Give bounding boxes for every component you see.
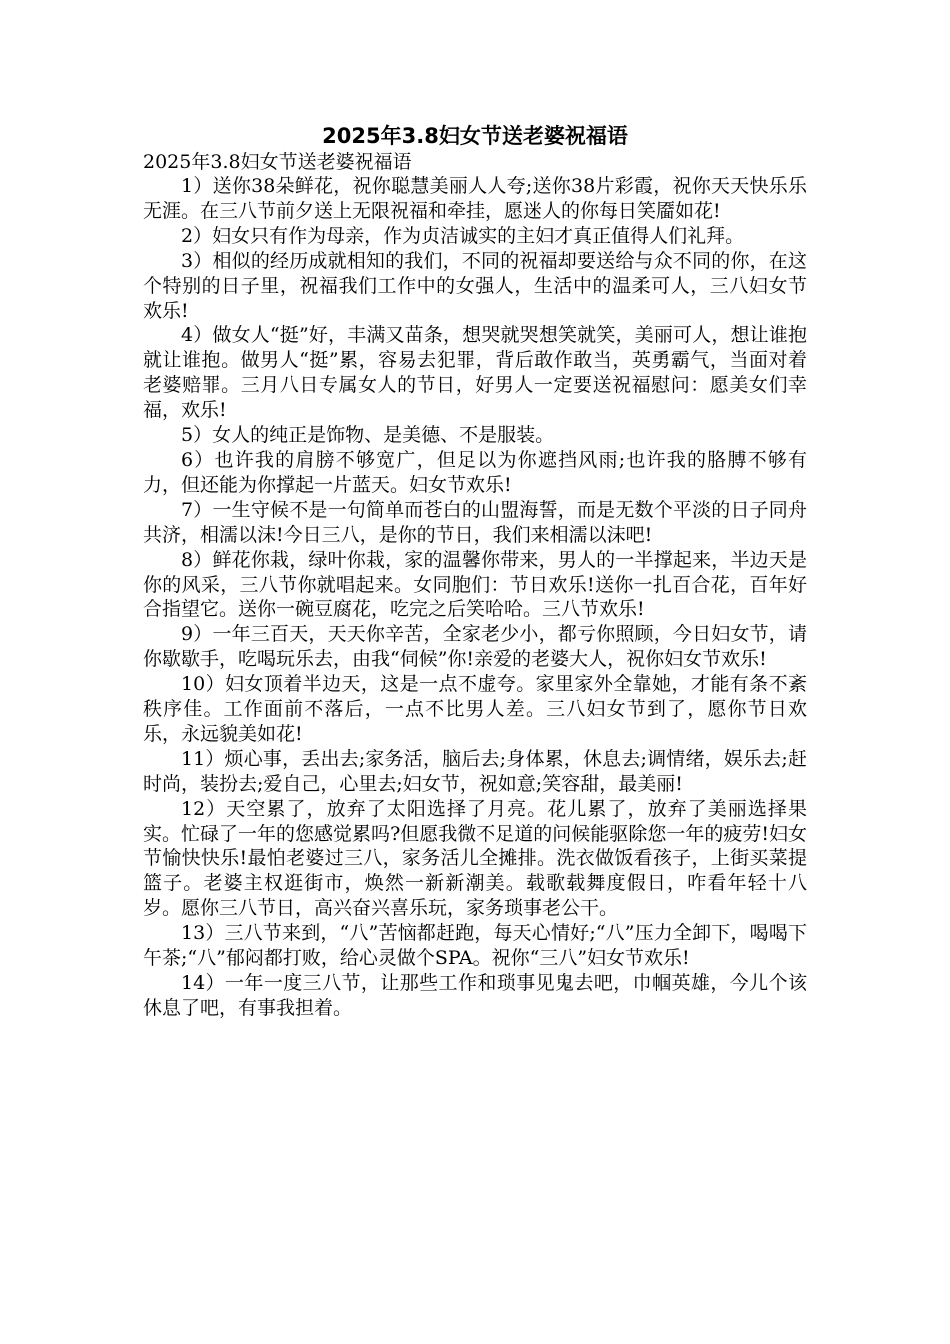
document-title: 2025年3.8妇女节送老婆祝福语	[322, 124, 628, 148]
greeting-item-13: 13）三八节来到，“八”苦恼都赶跑，每天心情好;“八”压力全卸下，喝喝下午茶;“八”郁闷都打败，给心灵做个SPA。祝你“三八”妇女节欢乐!	[143, 922, 807, 970]
greeting-item-14: 14）一年一度三八节，让那些工作和琐事见鬼去吧，巾帼英雄，今儿个该休息了吧，有事我担着。	[143, 972, 807, 1019]
greeting-item-5: 5）女人的纯正是饰物、是美德、不是服装。	[181, 424, 555, 447]
greeting-item-1: 1）送你38朵鲜花，祝你聪慧美丽人人夸;送你38片彩霞，祝你天天快乐乐无涯。在三八节前夕送上无限祝福和牵挂，愿迷人的你每日笑靥如花!	[143, 175, 807, 222]
greetings-list	[143, 174, 807, 1021]
greeting-item-6: 6）也许我的肩膀不够宽广，但足以为你遮挡风雨;也许我的胳膊不够有力，但还能为你撑起一片蓝天。妇女节欢乐!	[143, 448, 807, 496]
greeting-item-12: 12）天空累了，放弃了太阳选择了月亮。花儿累了，放弃了美丽选择果实。忙碌了一年的您感觉累吗?但愿我微不足道的问候能驱除您一年的疲劳!妇女节愉快快乐!最怕老婆过三八，家务活儿全摊排。洗衣做饭看孩子，上街买菜提篮子。老婆主权逛街市，焕然一新新潮美。载歌载舞度假日，咋看年轻十八岁。愿你三八节日，高兴奋兴喜乐玩，家务琐事老公干。	[143, 797, 807, 920]
greeting-item-11: 11）烦心事，丢出去;家务活，脑后去;身体累，休息去;调情绪，娱乐去;赶时尚，装扮去;爱自己，心里去;妇女节，祝如意;笑容甜，最美丽!	[143, 747, 807, 795]
greeting-item-4: 4）做女人“挺”好，丰满又苗条，想哭就哭想笑就笑，美丽可人，想让谁抱就让谁抱。做男人“挺”累，容易去犯罪，背后敢作敢当，英勇霸气，当面对着老婆赔罪。三月八日专属女人的节日，好男人一定要送祝福慰问：愿美女们幸福，欢乐!	[143, 324, 807, 422]
document-subtitle: 2025年3.8妇女节送老婆祝福语	[143, 151, 412, 173]
document-page	[143, 122, 807, 1021]
greeting-item-9: 9）一年三百天，天天你辛苦，全家老少小，都亏你照顾，今日妇女节，请你歇歇手，吃喝玩乐去，由我“伺候”你!亲爱的老婆大人，祝你妇女节欢乐!	[143, 623, 807, 671]
greeting-item-3: 3）相似的经历成就相知的我们，不同的祝福却要送给与众不同的你，在这个特别的日子里，祝福我们工作中的女强人，生活中的温柔可人，三八妇女节欢乐!	[143, 249, 807, 322]
greeting-item-10: 10）妇女顶着半边天，这是一点不虚夸。家里家外全靠她，才能有条不紊秩序佳。工作面前不落后，一点不比男人差。三八妇女节到了，愿你节日欢乐，永远貌美如花!	[143, 673, 807, 745]
greeting-item-7: 7）一生守候不是一句简单而苍白的山盟海誓，而是无数个平淡的日子同舟共济，相濡以沫!今日三八，是你的节日，我们来相濡以沫吧!	[143, 498, 807, 546]
greeting-item-2: 2）妇女只有作为母亲，作为贞洁诚实的主妇才真正值得人们礼拜。	[181, 224, 745, 247]
greeting-item-8: 8）鲜花你栽，绿叶你栽，家的温馨你带来，男人的一半撑起来，半边天是你的风采，三八节你就唱起来。女同胞们：节日欢乐!送你一扎百合花，百年好合指望它。送你一碗豆腐花，吃完之后笑哈哈。三八节欢乐!	[143, 548, 807, 621]
